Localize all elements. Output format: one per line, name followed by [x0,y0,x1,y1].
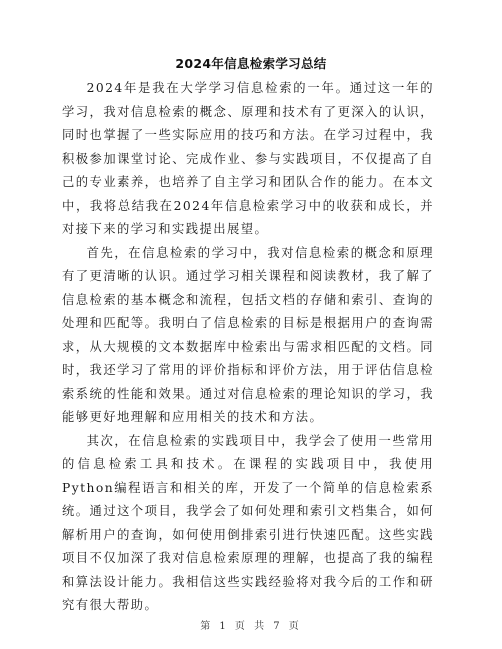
document-title: 2024年信息检索学习总结 [175,56,327,71]
page-number-footer: 第 1 页 共 7 页 [200,621,302,632]
document-body [62,77,434,618]
paragraph-practice: 其次，在信息检索的实践项目中，我学会了使用一些常用的信息检索工具和技术。在课程的实践项目中，我使用Python编程语言和相关的库，开发了一个简单的信息检索系统。通过这个项目，我学会了如何处理和索引文档集合，如何解析用户的查询，如何使用倒排索引进行快速匹配。这些实践项目不仅加深了我对信息检索原理的理解，也提高了我的编程和算法设计能力。我相信这些实践经验将对我今后的工作和研究有很大帮助。 [62,433,434,612]
paragraph-intro: 2024年是我在大学学习信息检索的一年。通过这一年的学习，我对信息检索的概念、原理和技术有了更深入的认识，同时也掌握了一些实际应用的技巧和方法。在学习过程中，我积极参加课堂讨论、完成作业、参与实践项目，不仅提高了自己的专业素养，也培养了自主学习和团队合作的能力。在本文中，我将总结我在2024年信息检索学习中的收获和成长，并对接下来的学习和实践提出展望。 [62,81,434,236]
paragraph-theory: 首先，在信息检索的学习中，我对信息检索的概念和原理有了更清晰的认识。通过学习相关课程和阅读教材，我了解了信息检索的基本概念和流程，包括文档的存储和索引、查询的处理和匹配等。我明白了信息检索的目标是根据用户的查询需求，从大规模的文本数据库中检索出与需求相匹配的文档。同时，我还学习了常用的评价指标和评价方法，用于评估信息检索系统的性能和效果。通过对信息检索的理论知识的学习，我能够更好地理解和应用相关的技术和方法。 [62,245,434,424]
